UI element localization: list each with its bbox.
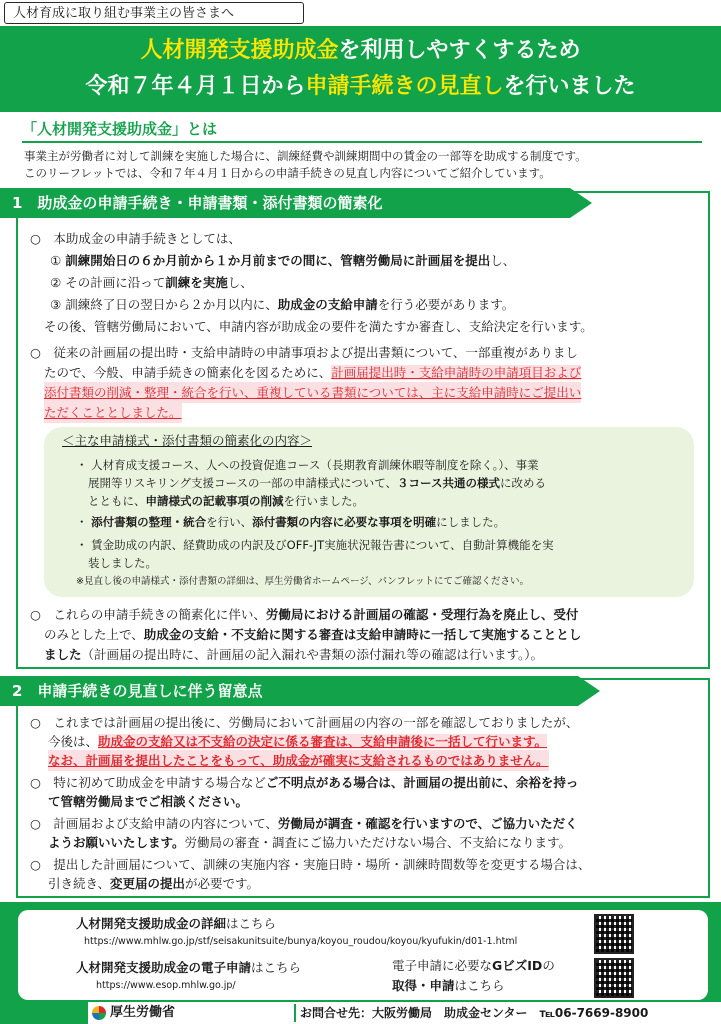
detail-link-label — [76, 914, 276, 934]
ministry-name: 厚生労働省 — [110, 1005, 176, 1020]
s1-p2-line-3: 添付書類の削減・整理・統合を行い、重複している書類については、主に支給申請時にご提出い — [44, 382, 581, 403]
section-1-heading: 1 助成金の申請手続き・申請書類・添付書類の簡素化 — [0, 188, 570, 218]
item-number: ① — [50, 253, 62, 268]
gbiz-line-1 — [392, 956, 555, 976]
summary-text: ・ — [76, 515, 92, 529]
para-text: （計画届の提出時に、計画届の記入漏れや書類の添付漏れ等の確認は行います。）。 — [81, 647, 544, 662]
summary-title: ＜主な申請様式・添付書類の簡素化の内容＞ — [62, 433, 313, 448]
about-body — [24, 148, 704, 182]
summary-text: に改める — [499, 476, 546, 490]
contact-info: お問合せ先：大阪労働局 助成金センター ℡06-7669-8900 — [300, 1006, 649, 1020]
gbiz-emphasis: 取得・申請 — [392, 978, 455, 993]
item-number: ② — [50, 275, 62, 290]
audience-label: 人材育成に取り組む事業主の皆さまへ — [4, 2, 304, 24]
para-text: たので、今般、申請手続きの簡素化を図るために、 — [44, 365, 332, 380]
summary-text: を行いました。 — [283, 494, 364, 508]
s2-p1-line-3: なお、計画届を提出したことをもって、助成金が確実に支給されるものではありません。 — [48, 750, 549, 771]
contact-divider — [294, 1004, 296, 1022]
summary-item-1-line-2 — [88, 474, 546, 493]
summary-item-1-line-1: ・ 人材育成支援コース、人への投資促進コース（長期教育訓練休暇等制度を除く。）、事業 — [76, 458, 539, 472]
s1-p1-intro: ○ 本助成金の申請手続きとしては、 — [30, 231, 241, 246]
section-2-heading: 2 申請手続きの見直しに伴う留意点 — [0, 676, 578, 706]
item-emphasis: 助成金の支給申請 — [277, 297, 378, 312]
s2-p3-line-2 — [48, 832, 571, 853]
s1-p3-line-3 — [44, 644, 543, 665]
title-banner — [0, 26, 721, 112]
para-text: 引き続き、 — [48, 876, 111, 891]
summary-item-3-line-1: ・ 賃金助成の内訳、経費助成の内訳及びOFF-JT実施状況報告書について、自動計算機能を実 — [76, 538, 554, 552]
para-emphasis: ようお願いいたします。 — [48, 835, 185, 850]
s2-p4-line-1: ○ 提出した計画届について、訓練の実施内容・実施日時・場所・訓練時間数等を変更する場合は、 — [30, 857, 591, 872]
summary-item-2 — [76, 513, 505, 532]
s1-p2-line-4: ただくこととしました。 — [44, 402, 182, 423]
link-title: 人材開発支援助成金の電子申請 — [76, 960, 252, 975]
item-text: を行う必要があります。 — [377, 297, 515, 312]
summary-text: 展開等リスキリング支援コースの一部の申請様式について、 — [88, 476, 398, 490]
item-text: し、 — [490, 253, 516, 268]
detail-url[interactable]: https://www.mhlw.go.jp/stf/seisakunitsuite/bunya/koyou_roudou/koyou/kyufukin/d01-1.html — [84, 936, 518, 947]
para-emphasis: こととし — [531, 627, 582, 642]
s1-p1-item-3 — [50, 294, 514, 315]
esub-url[interactable]: https://www.esop.mhlw.go.jp/ — [96, 980, 236, 991]
gbiz-text: の — [542, 958, 555, 973]
summary-item-1-line-3 — [88, 492, 364, 511]
about-heading: 「人材開発支援助成金」とは — [22, 120, 218, 138]
s2-p2-line-1 — [30, 772, 578, 793]
para-emphasis: ました — [44, 647, 82, 662]
s2-p2-line-2: て管轄労働局までご相談ください。 — [48, 794, 249, 809]
s1-p1-item-1 — [50, 250, 515, 271]
para-text: ○ これらの申請手続きの簡素化に伴い、 — [30, 607, 266, 622]
s1-p3-line-1 — [30, 604, 578, 625]
gbiz-text: 電子申請に必要な — [392, 958, 493, 973]
banner-line-1 — [0, 35, 721, 67]
summary-text: を行い、 — [206, 515, 253, 529]
banner-text: 令和７年４月１日から — [85, 74, 306, 99]
s2-p1-line-1: ○ これまでは計画届の提出後に、労働局において計画届の内容の一部を確認しておりましたが、 — [30, 715, 579, 730]
link-suffix: はこちら — [226, 916, 277, 931]
para-text: 今後は、 — [48, 734, 99, 749]
item-emphasis: 訓練を実施 — [165, 275, 228, 290]
s2-p4-line-2 — [48, 873, 259, 894]
about-line: このリーフレットでは、令和７年４月１日からの申請手続きの見直し内容についてご紹介しています。 — [24, 166, 551, 180]
summary-text: にしました。 — [436, 515, 506, 529]
ministry-logo-icon — [92, 1006, 106, 1020]
banner-line-2 — [0, 71, 721, 103]
para-emphasis: 変更届の提出 — [110, 876, 186, 891]
summary-text: とともに、 — [88, 494, 146, 508]
s1-p3-line-2 — [44, 624, 581, 645]
banner-text: を利用しやすくするため — [338, 38, 581, 63]
para-red-emphasis: 計画届提出時・支給申請時の申請項目および — [331, 365, 582, 380]
summary-note: ※見直し後の申請様式・添付書類の詳細は、厚生労働省ホームページ、パンフレットにてご確認ください。 — [76, 576, 530, 587]
summary-emphasis: ３コース共通の様式 — [397, 476, 500, 490]
para-text: ○ 計画届および支給申請の内容について、 — [30, 816, 278, 831]
qr-code-gbiz[interactable] — [594, 958, 634, 998]
item-emphasis: 訓練開始日の６か月前から１か月前までの間に、管轄労働局に計画届を提出 — [65, 253, 491, 268]
para-text: 労働局の審査・調査にご協力いただけない場合、不支給になります。 — [184, 835, 572, 850]
item-text: 訓練終了日の翌日から２か月以内に、 — [65, 297, 278, 312]
about-rule — [22, 141, 702, 143]
banner-highlight: 人材開発支援助成金 — [140, 38, 339, 63]
esub-link-label — [76, 958, 301, 978]
item-text: その計画に沿って — [65, 275, 166, 290]
summary-item-3-line-2: 装しました。 — [88, 556, 157, 570]
s1-p2-line-2 — [44, 362, 581, 383]
item-text: し、 — [227, 275, 253, 290]
para-text: ○ 特に初めて助成金を申請する場合など — [30, 775, 266, 790]
para-red-emphasis: 助成金の支給又は不支給の決定に係る審査は、支給申請後に一括して行います。 — [98, 734, 548, 749]
s2-p3-line-1 — [30, 813, 578, 834]
summary-emphasis: 添付書類の内容に必要な事項を明確 — [252, 515, 437, 529]
para-emphasis: ご不明点がある場合は、計画届の提出前に、余裕を持っ — [265, 775, 579, 790]
gbiz-line-2 — [392, 976, 505, 996]
summary-emphasis: 申請様式の記載事項の削減 — [145, 494, 284, 508]
para-emphasis: 労働局における計画届の確認・受理行為を廃止し、受付 — [265, 607, 579, 622]
s1-p2-line-1: ○ 従来の計画届の提出時・支給申請時の申請事項および提出書類について、一部重複がありまし — [30, 345, 578, 360]
qr-code-detail[interactable] — [594, 914, 634, 954]
s1-p1-after: その後、管轄労働局において、申請内容が助成金の要件を満たすか審査し、支給決定を行います。 — [44, 319, 593, 334]
para-emphasis: 労働局が調査・確認を行いますので、ご協力いただく — [277, 816, 578, 831]
link-suffix: はこちら — [251, 960, 302, 975]
about-line: 事業主が労働者に対して訓練を実施した場合に、訓練経費や訓練期間中の賃金の一部等を助成する制度です。 — [24, 149, 587, 163]
item-number: ③ — [50, 297, 62, 312]
link-title: 人材開発支援助成金の詳細 — [76, 916, 227, 931]
para-text: が必要です。 — [185, 876, 260, 891]
summary-emphasis: 添付書類の整理・統合 — [91, 515, 207, 529]
para-emphasis: 助成金の支給・不支給に関する審査は支給申請時に一括して実施する — [143, 627, 532, 642]
para-text: のみとした上で、 — [44, 627, 144, 642]
s1-p1-item-2 — [50, 272, 253, 293]
banner-text: を行いました — [503, 74, 636, 99]
gbiz-emphasis: GビズID — [492, 958, 543, 973]
banner-highlight: 申請手続きの見直し — [305, 74, 504, 99]
s2-p1-line-2 — [48, 731, 547, 752]
gbiz-text: はこちら — [454, 978, 505, 993]
